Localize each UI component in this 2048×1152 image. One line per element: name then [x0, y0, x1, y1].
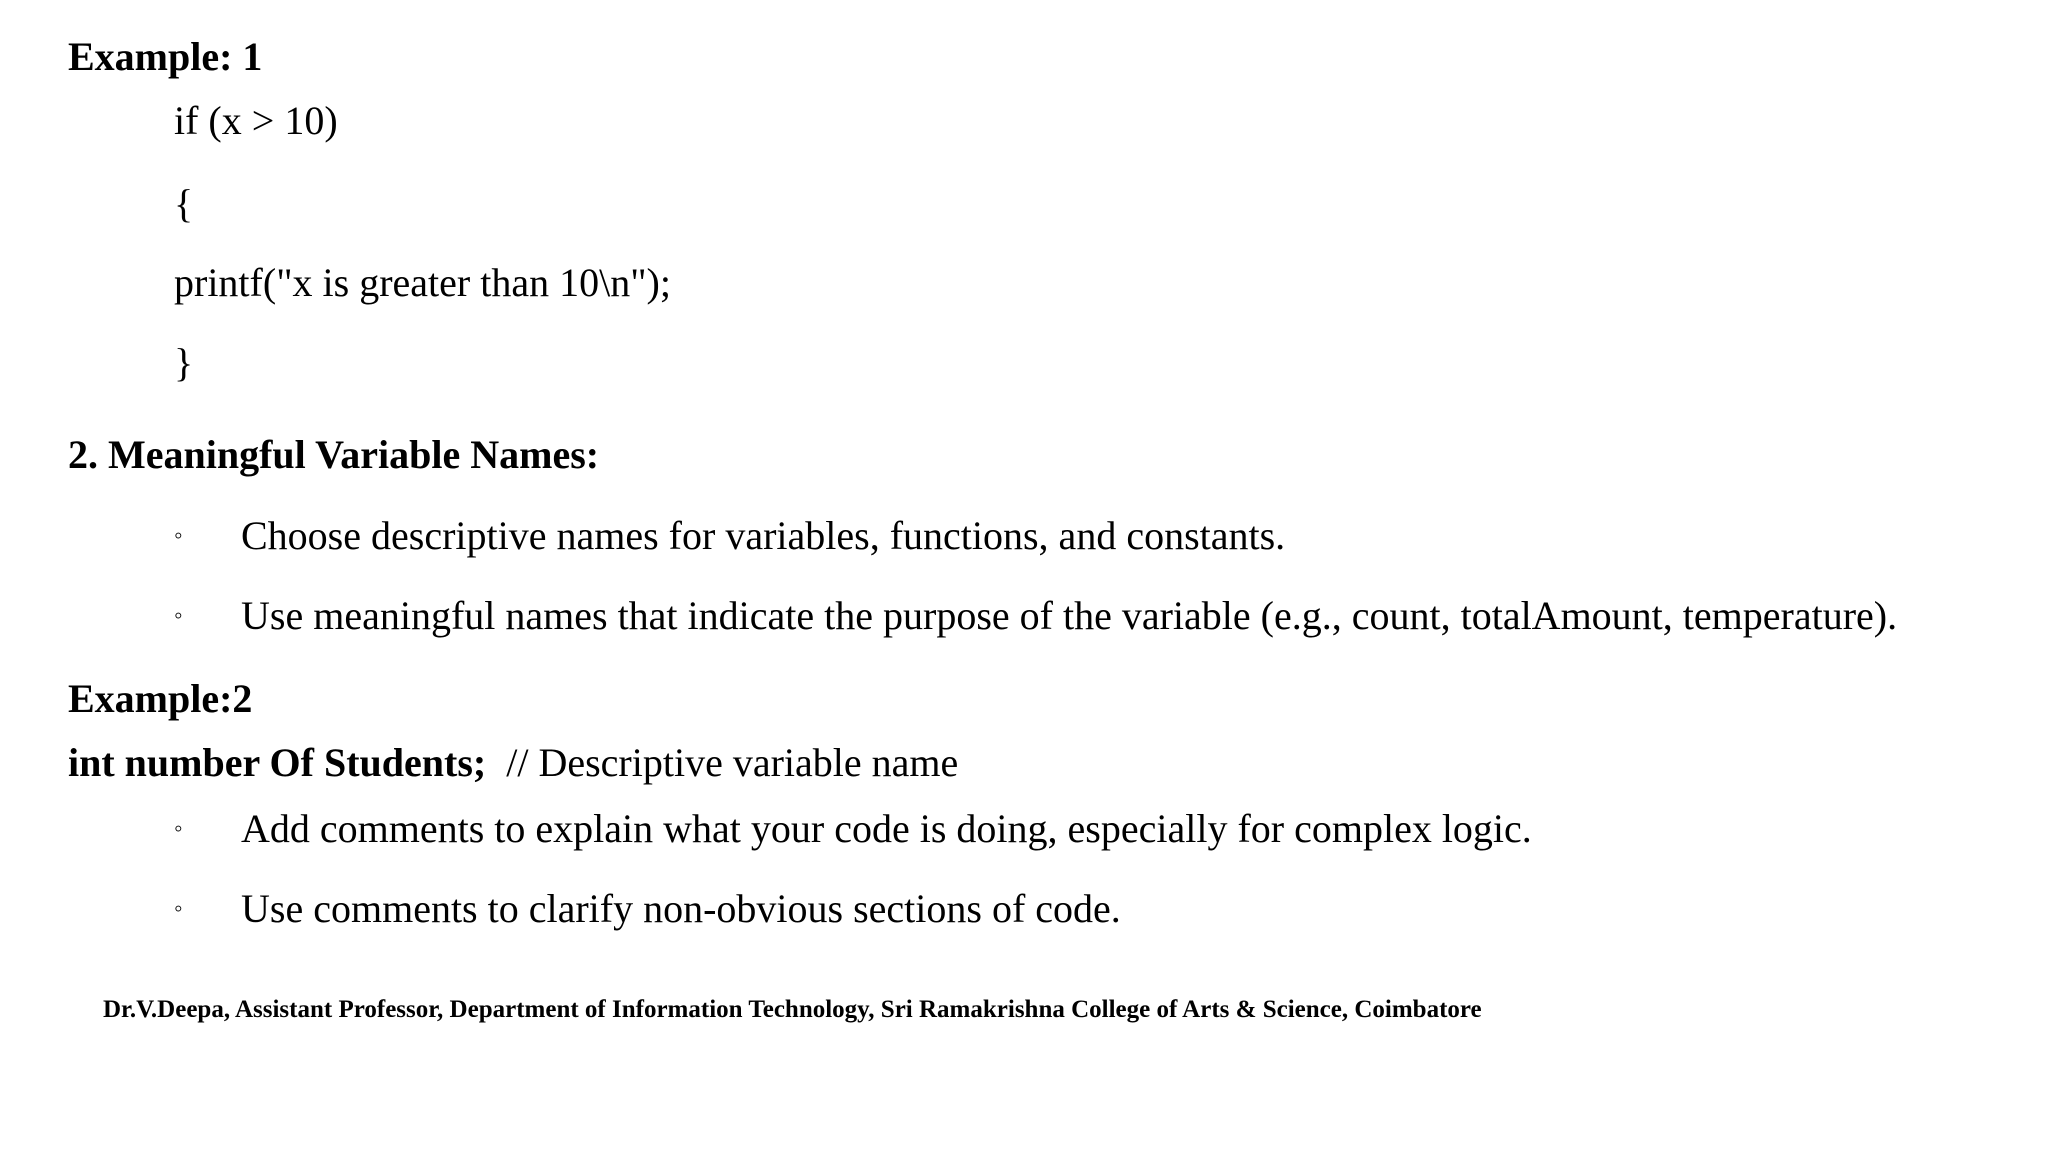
code-line-if: if (x > 10)	[174, 98, 338, 143]
section2-heading: 2. Meaningful Variable Names:	[68, 432, 600, 477]
footer-credit: Dr.V.Deepa, Assistant Professor, Department of Information Technology, Sri Ramakrishna College of Arts & Science, Coimbatore	[103, 996, 1482, 1023]
bullet-text: Use comments to clarify non-obvious sections of code.	[241, 886, 1121, 931]
bullet-text: Choose descriptive names for variables, functions, and constants.	[241, 513, 1286, 558]
list-item	[174, 593, 1898, 638]
code-line-open-brace: {	[174, 181, 194, 226]
bullet-icon: ◦	[174, 896, 183, 922]
bullet-icon: ◦	[174, 816, 183, 842]
code-comment: // Descriptive variable name	[506, 740, 959, 785]
list-item	[174, 886, 1121, 931]
bullet-text: Add comments to explain what your code is doing, especially for complex logic.	[241, 806, 1532, 851]
code-line-close-brace: }	[174, 340, 194, 385]
example2-code-line	[68, 740, 959, 785]
example2-heading: Example:2	[68, 676, 253, 721]
example1-heading: Example: 1	[68, 34, 263, 79]
list-item	[174, 513, 1286, 558]
code-statement: int number Of Students;	[68, 740, 487, 785]
bullet-icon: ◦	[174, 603, 183, 629]
bullet-icon: ◦	[174, 523, 183, 549]
bullet-text: Use meaningful names that indicate the purpose of the variable (e.g., count, totalAmount, temperature).	[241, 593, 1898, 638]
code-line-printf: printf("x is greater than 10\n");	[174, 260, 671, 305]
list-item	[174, 806, 1532, 851]
